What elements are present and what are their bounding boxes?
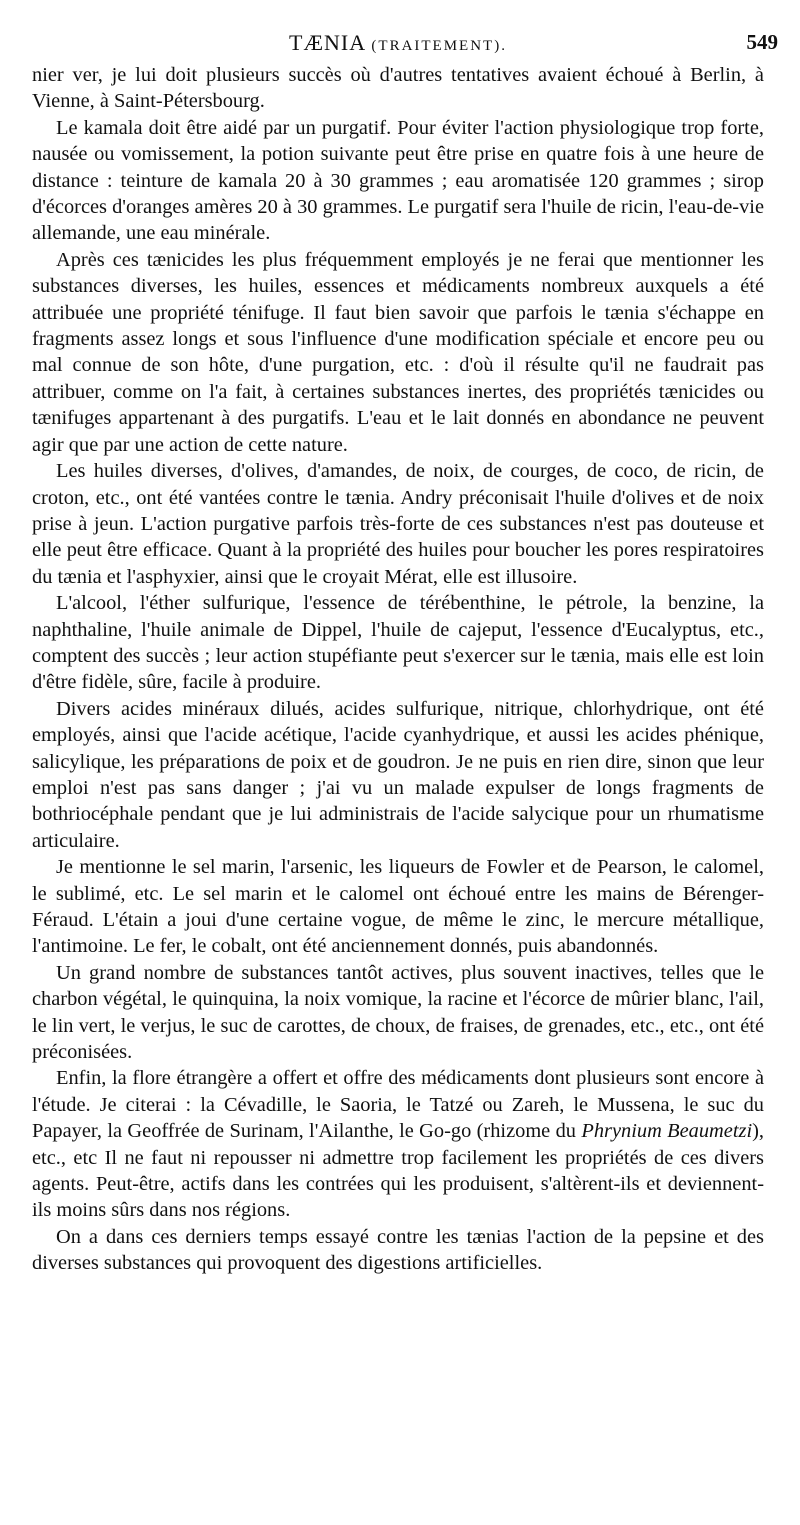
paragraph-kamala: Le kamala doit être aidé par un purgatif. Pour éviter l'action physiologique trop forte, nausée ou vomissement, la potion suivante peut être prise en quatre fois à une heure de distance : teinture de kamala 20 à 30 grammes ; eau aromatisée 120 grammes ; sirop d'écorces d'oranges amères 20 à 30 grammes. Le purgatif sera l'huile de ricin, l'eau-de-vie allemande, une eau minérale. xyxy=(32,116,764,245)
paragraph-sel-marin: Je mentionne le sel marin, l'arsenic, les liqueurs de Fowler et de Pearson, le calomel, le sublimé, etc. Le sel marin et le calomel ont échoué entre les mains de Bérenger-Féraud. L'étain a joui d'une certaine vogue, de même le zinc, le mercure métallique, l'antimoine. Le fer, le cobalt, ont été anciennement donnés, puis abandonnés. xyxy=(32,856,764,958)
running-title-subtitle: (TRAITEMENT). xyxy=(371,38,507,54)
paragraph-huiles: Les huiles diverses, d'olives, d'amandes, de noix, de courges, de coco, de ricin, de croton, etc., ont été vantées contre le tænia. Andry préconisait l'huile d'olives et de noix prise à jeun. L'action purgative parfois très-forte de ces substances n'est pas douteuse et elle peut être efficace. Quant à la propriété des huiles pour boucher les pores respiratoires du tænia et l'asphyxier, ainsi que le croyait Mérat, elle est illusoire. xyxy=(32,460,764,588)
paragraph-alcool: L'alcool, l'éther sulfurique, l'essence de térébenthine, le pétrole, la benzine, la naphthaline, l'huile animale de Dippel, l'huile de cajeput, l'essence d'Eucalyptus, etc., comptent des succès ; leur action stupéfiante peut s'exercer sur le tænia, mais elle est loin d'être fidèle, sûre, facile à produire. xyxy=(32,592,764,694)
flore-text-before: Enfin, la flore étrangère a offert et offre des médicaments dont plusieurs sont encore à l'étude. Je citerai : la Cévadille, le Saoria, le Tatzé ou Zareh, le Mussena, le suc du Papayer, la Geoffrée de Surinam, l'Ailanthe, le Go-go (rhizome du xyxy=(32,1067,764,1143)
running-title xyxy=(32,30,764,56)
flore-text-after: ), etc., etc Il ne faut ni repousser ni admettre trop facilement les propriétés de ces divers agents. Peut-être, actifs dans les contrées qui les produisent, s'altèrent-ils et deviennent-ils moins sûrs dans nos régions. xyxy=(32,1120,764,1222)
paragraph-substances: Un grand nombre de substances tantôt actives, plus souvent inactives, telles que le charbon végétal, le quinquina, la noix vomique, la racine et l'écorce de mûrier blanc, l'ail, le lin vert, le verjus, le suc de carottes, de choux, de fraises, de grenades, etc., etc., ont été préconisées. xyxy=(32,961,764,1064)
paragraph-flore xyxy=(32,1065,764,1223)
book-page xyxy=(32,22,778,1277)
page-number: 549 xyxy=(746,30,778,54)
species-name: Phrynium Beaumetzi xyxy=(581,1120,753,1143)
running-title-main: TÆNIA xyxy=(289,30,365,55)
paragraph-continuation: nier ver, je lui doit plusieurs succès où d'autres tentatives avaient échoué à Berlin, à Vienne, à Saint-Pétersbourg. xyxy=(32,64,764,113)
paragraph-pepsine: On a dans ces derniers temps essayé contre les tænias l'action de la pepsine et des diverses substances qui provoquent des digestions artificielles. xyxy=(32,1225,764,1275)
page-header xyxy=(32,22,778,62)
paragraph-taenicides: Après ces tænicides les plus fréquemment employés je ne ferai que mentionner les substances diverses, les huiles, essences et médicaments nombreux auxquels a été attribuée une propriété ténifuge. Il faut bien savoir que parfois le tænia s'échappe en fragments assez longs et sous l'influence d'une modification spéciale et encore peu ou mal connue de son hôte, d'une purgation, etc. : d'où il résulte qu'il ne faudrait pas attribuer, comme on l'a fait, à certaines substances inertes, des propriétés tænicides ou tænifuges appartenant à des purgatifs. L'eau et le lait donnés en abondance ne peuvent agir que par une action de cette nature. xyxy=(32,248,764,456)
body-text xyxy=(32,62,764,1277)
paragraph-acides: Divers acides minéraux dilués, acides sulfurique, nitrique, chlorhydrique, ont été employés, ainsi que l'acide acétique, l'acide cyanhydrique, et aussi les acides phénique, salicylique, les préparations de poix et de goudron. Je ne puis en rien dire, sinon que leur emploi n'est pas sans danger ; j'ai vu un malade expulser de longs fragments de bothriocéphale pendant que je lui administrais de l'acide salycique pour un rhumatisme articulaire. xyxy=(32,697,764,852)
